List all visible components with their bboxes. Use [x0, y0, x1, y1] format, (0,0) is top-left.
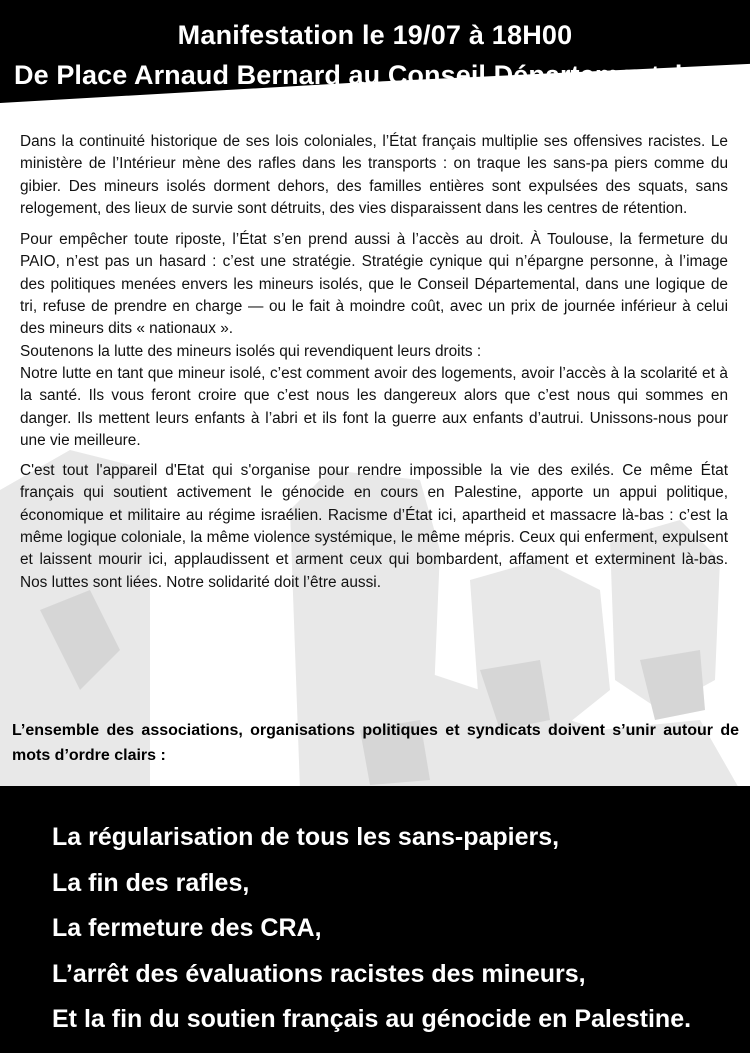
demand-item: La fermeture des CRA, — [52, 914, 322, 942]
paragraph-access-to-rights: Pour empêcher toute riposte, l’État s’en prend aussi à l’accès au droit. À Toulouse, la fermeture du PAIO, n’est pas un hasard : c’est une stratégie. Stratégie cynique qui n’épargne personne, à l’image des politiques menées envers les mineurs isolés, que le Conseil Départemental, dans une logique de tri, refuse de prendre en charge — ou le fait à moindre coût, avec un prix de journée inférieur à celui des mineurs dits « nationaux ». — [20, 231, 728, 338]
paragraph-support-minors: Soutenons la lutte des mineurs isolés qui revendiquent leurs droits : — [20, 342, 482, 360]
demands-list — [52, 815, 691, 1043]
call-to-unite: L’ensemble des associations, organisations politiques et syndicats doivent s’unir autour de mots d’ordre clairs : — [12, 722, 739, 764]
paragraph-minors-testimony: Notre lutte en tant que mineur isolé, c’est comment avoir des logements, avoir l’accès à la scolarité et à la santé. Ils vous feront croire que c’est nous les dangereux alors que c’est nous qui sommes en danger. Ils mettent leurs enfants à l’abri et ils font la guerre aux enfants d’autrui. Unissons-nous pour une vie meilleure. — [20, 364, 728, 449]
demand-item: La régularisation de tous les sans-papiers, — [52, 823, 560, 851]
paragraph-state-racism: Dans la continuité historique de ses lois coloniales, l’État français multiplie ses offensives racistes. Le ministère de l’Intérieur mène des rafles dans les transports : on traque les sans-pa piers comme du gibier. Des mineurs isolés dorment dehors, des familles entières sont expulsées des squats, sans relogement, des lieux de survie sont détruits, des vies disparaissent dans les centres de rétention. — [20, 133, 728, 217]
body-text — [20, 131, 728, 594]
demand-item: La fin des rafles, — [52, 868, 250, 897]
demand-item: Et la fin du soutien français au génocide en Palestine. — [52, 1005, 692, 1033]
paragraph-palestine: C'est tout l'appareil d'Etat qui s'organise pour rendre impossible la vie des exilés. Ce même État français qui soutient activement le génocide en cours en Palestine, apporte un appui politique, économique et militaire au régime israélien. Racisme d’État ici, apartheid et massacre là-bas : c’est la même logique coloniale, la même violence systémique, le même mépris. Ceux qui enferment, expulsent et laissent mourir ici, applaudissent et arment ceux qui bombardent, affament et exterminent là-bas. Nos luttes sont liées. Notre solidarité doit l’être aussi. — [20, 462, 728, 591]
event-title: Manifestation le 19/07 à 18H00 — [177, 20, 573, 50]
demand-item: L’arrêt des évaluations racistes des mineurs, — [52, 959, 586, 988]
event-route: De Place Arnaud Bernard au Conseil Départemental — [14, 60, 683, 90]
